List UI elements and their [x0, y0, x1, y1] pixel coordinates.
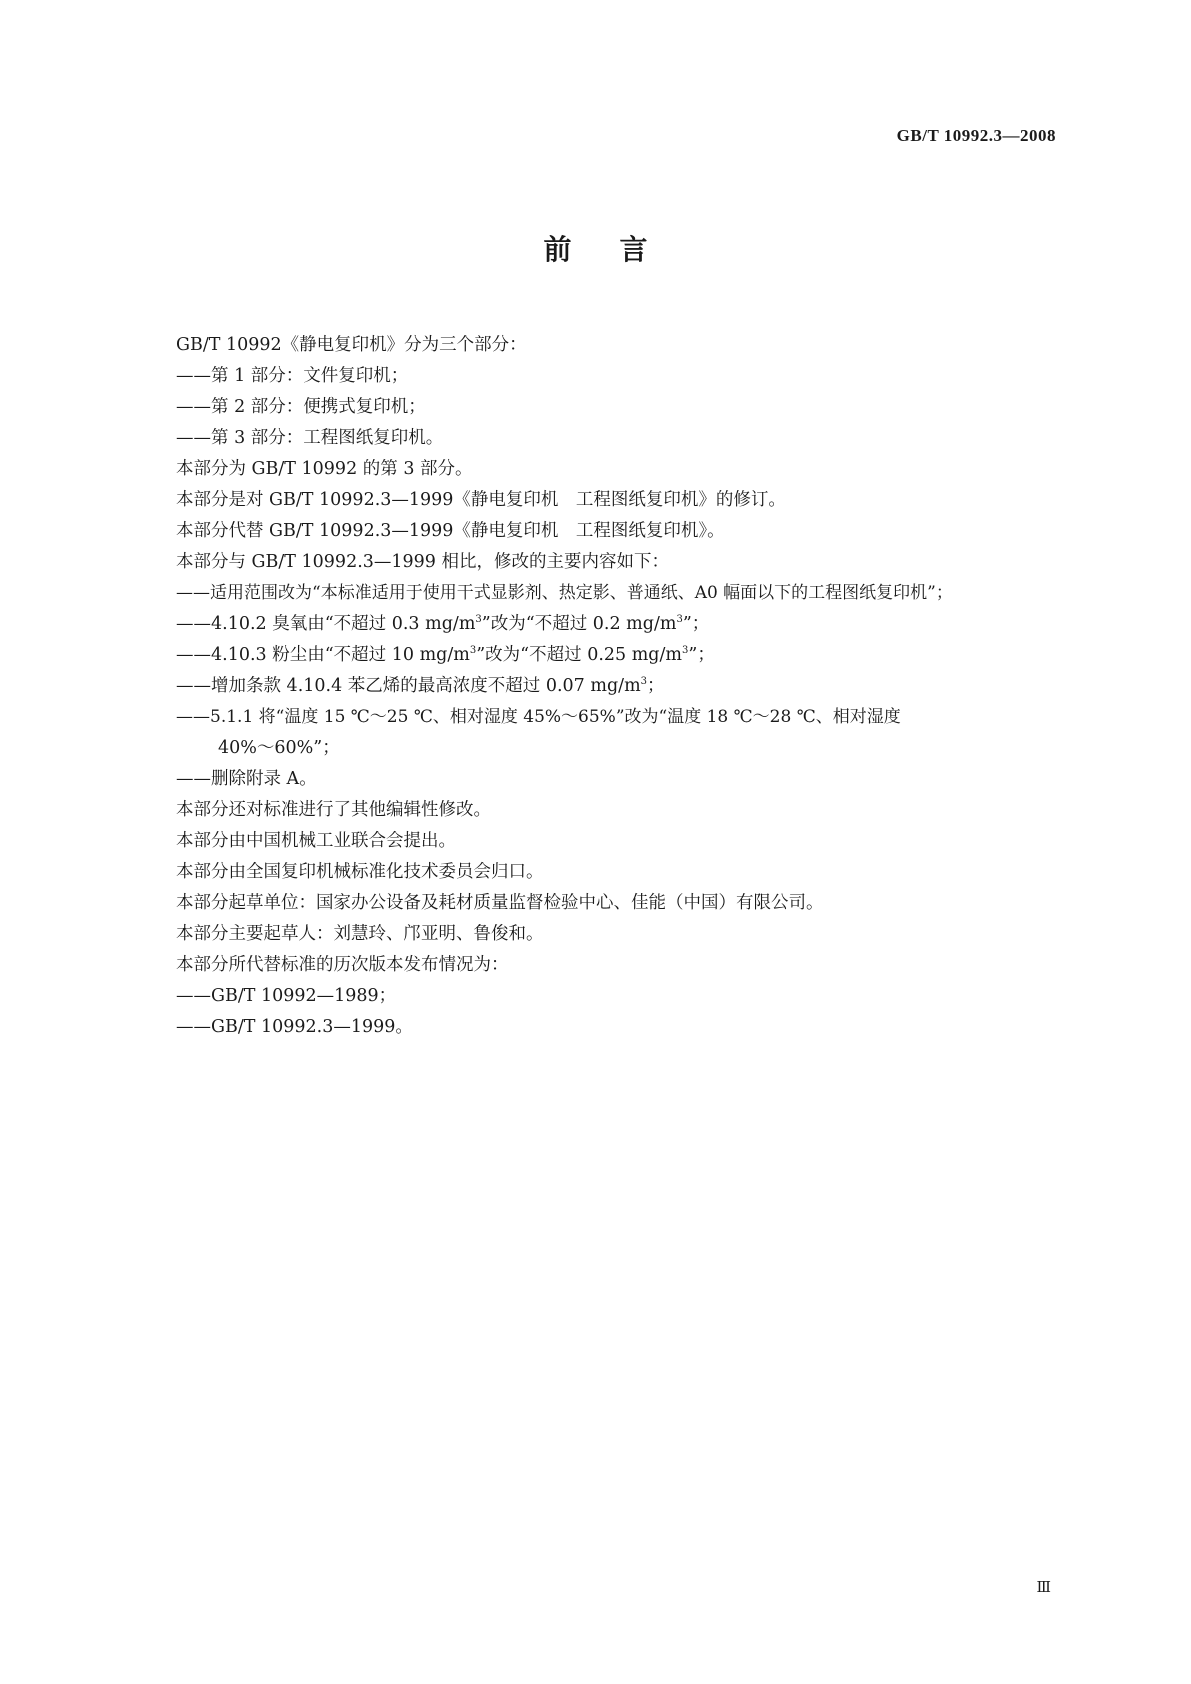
text-segment: ——4.10.2 臭氧由“不超过 0.3 mg/m [176, 614, 476, 634]
list-item: ——GB/T 10992.3—1999。 [176, 1017, 413, 1037]
paragraph: 本部分是对 GB/T 10992.3—1999《静电复印机 工程图纸复印机》的修订。 [176, 490, 786, 510]
paragraph: GB/T 10992《静电复印机》分为三个部分： [176, 335, 527, 355]
superscript: 3 [682, 645, 689, 657]
page-title: 前言 [543, 233, 696, 266]
superscript: 3 [640, 676, 648, 688]
paragraph: 本部分由全国复印机械标准化技术委员会归口。 [176, 862, 544, 882]
superscript: 3 [676, 614, 683, 626]
list-item: ——适用范围改为“本标准适用于使用干式显影剂、热定影、普通纸、A0 幅面以下的工程图纸复印机”； [176, 583, 953, 603]
paragraph: 本部分由中国机械工业联合会提出。 [176, 831, 456, 851]
list-item: ——删除附录 A。 [176, 769, 317, 789]
text-segment: ——4.10.3 粉尘由“不超过 10 mg/m [176, 645, 470, 665]
foreword-body [176, 330, 1056, 1043]
list-item [176, 609, 1056, 640]
superscript: 3 [469, 645, 477, 657]
list-item: ——GB/T 10992—1989； [176, 986, 397, 1006]
text-segment: ”改为“不超过 0.25 mg/m [476, 645, 683, 665]
text-segment: ”改为“不超过 0.2 mg/m [481, 614, 677, 634]
list-item: ——第 1 部分：文件复印机； [176, 366, 409, 386]
page-number: Ⅲ [1036, 1580, 1051, 1596]
list-item: ——5.1.1 将“温度 15 ℃～25 ℃、相对湿度 45%～65%”改为“温度 18 ℃～28 ℃、相对湿度 [176, 707, 901, 727]
standard-code: GB/T 10992.3—2008 [896, 126, 1056, 145]
list-item: ——第 3 部分：工程图纸复印机。 [176, 428, 444, 448]
list-item [176, 671, 1056, 702]
superscript: 3 [475, 614, 482, 626]
paragraph: 本部分主要起草人：刘慧玲、邝亚明、鲁俊和。 [176, 924, 544, 944]
list-item-continuation: 40%～60%”； [218, 738, 340, 758]
paragraph: 本部分还对标准进行了其他编辑性修改。 [176, 800, 491, 820]
text-segment: ——增加条款 4.10.4 苯乙烯的最高浓度不超过 0.07 mg/m [176, 676, 641, 696]
paragraph: 本部分为 GB/T 10992 的第 3 部分。 [176, 459, 473, 479]
paragraph: 本部分与 GB/T 10992.3—1999 相比，修改的主要内容如下： [176, 552, 669, 572]
paragraph: 本部分起草单位：国家办公设备及耗材质量监督检验中心、佳能（中国）有限公司。 [176, 893, 824, 913]
paragraph: 本部分所代替标准的历次版本发布情况为： [176, 955, 509, 975]
text-segment: ； [647, 676, 665, 696]
list-item [176, 640, 1056, 671]
list-item: ——第 2 部分：便携式复印机； [176, 397, 426, 417]
text-segment: ”； [688, 645, 715, 665]
paragraph: 本部分代替 GB/T 10992.3—1999《静电复印机 工程图纸复印机》。 [176, 521, 725, 541]
text-segment: ”； [682, 614, 710, 634]
